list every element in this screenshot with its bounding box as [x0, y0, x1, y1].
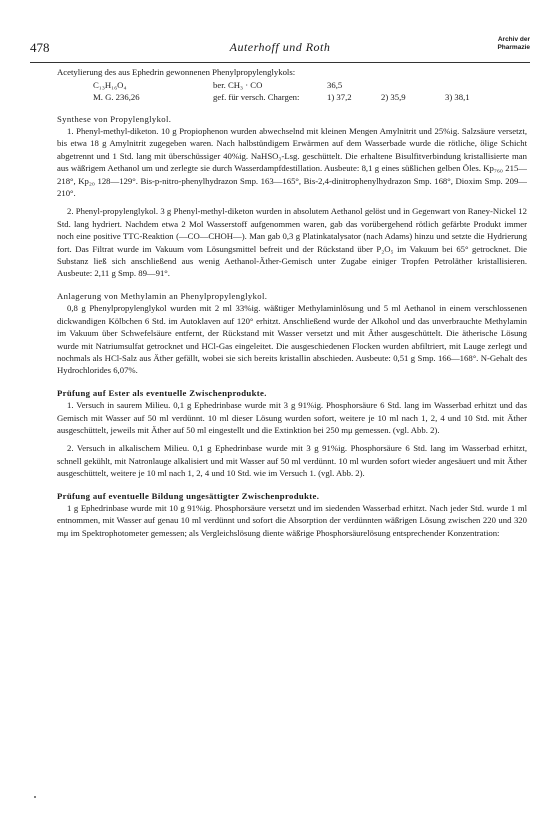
page-number: 478 [30, 40, 50, 55]
acetylation-row-calculated [93, 79, 527, 91]
section-heading-unsaturated: Prüfung auf eventuelle Bildung ungesättigter Zwischenprodukte. [57, 490, 320, 501]
molecular-weight: M. G. 236,26 [93, 92, 140, 102]
formula: C₁₃H₁₆O₄ [93, 80, 127, 91]
header-rule [30, 62, 530, 63]
paragraph-diketone: 1. Phenyl-methyl-diketon. 10 g Propiophenon wurden abwechselnd mit kleinen Mengen Amylnitrit und 25%ig. Salzsäure versetzt, bis etwa 18 g Amylnitrit zugegeben waren. Nach halbstündigem Erwärmen auf dem Wasserbade wurde die rötliche, ölige Schicht abgetrennt und 1 Std. lang mit überschüssiger 40%ig. NaHSO₃-Lsg. geschüttelt. Die erhaltene Bisulfitverbindung kristallisierte man aus wäßrigem Aethanol um und zerlegte sie durch Wasserdampfdestillation. Ausbeute: 8,1 g eines süßlichen gelben Öles. Kp₇₆₀ 215—218°, Kp₂₀ 128—129°. Bis-p-nitro-phenylhydrazon Smp. 163—165°, Bis-2,4-dinitrophenylhydrazon Smp. 168°, Dioxim Smp. 209—210°. [57, 126, 527, 199]
section-heading-ester: Prüfung auf Ester als eventuelle Zwischenprodukte. [57, 387, 267, 398]
section-heading-methylamine: Anlagerung von Methylamin an Phenylpropylenglykol. [57, 290, 268, 301]
empty-cell [445, 79, 505, 91]
calc-value: 36,5 [327, 80, 343, 91]
found-value-2: 2) 35,9 [381, 92, 406, 102]
journal-name-line1: Archiv der [497, 36, 530, 43]
article-body [57, 66, 527, 539]
acetylation-intro: Acetylierung des aus Ephedrin gewonnenen Phenylpropylenglykols: [57, 67, 296, 77]
paragraph-methylamine: 0,8 g Phenylpropylenglykol wurden mit 2 ml 33%ig. wäßtiger Methylaminlösung und 5 ml Aethanol in einem verschlossenen dickwandigen Kölbchen 6 Std. im Autoklaven auf 120° erhitzt. Anschließend wurde der Alkohol und das unverbrauchte Methylamin im Vakuum über Schwefelsäure entfernt, der Rückstand mit Wasser versetzt und mit Äther ausgeschüttelt. Die ätherische Lösung wurde mit Natriumsulfat getrocknet und HCl-Gas eingeleitet. Die ausgeschiedenen Flocken wurden abfiltriert, mit Lauge zerlegt und nochmals als HCl-Salz aus Äther gefällt, wobei sie sich bereits kristallin abschieden. Ausbeute: 0,51 g Smp. 166—168°. N-Gehalt des Hydrochlorides 6,07%. [57, 303, 527, 376]
acetylation-row-found [93, 91, 527, 103]
empty-cell [381, 79, 445, 91]
found-value-1: 1) 37,2 [327, 92, 352, 102]
journal-name-line2: Pharmazie [497, 44, 530, 51]
journal-name [497, 36, 530, 52]
acetylation-table [93, 79, 527, 102]
found-value-3: 3) 38,1 [445, 92, 470, 102]
calc-label: ber. CH₃ · CO [213, 80, 263, 91]
found-label: gef. für versch. Chargen: [213, 92, 300, 102]
page-header [30, 36, 530, 62]
paragraph-alkaline-test: 2. Versuch in alkalischem Milieu. 0,1 g Ephedrinbase wurde mit 3 g 91%ig. Phosphorsäure 6 Std. lang im Wasserbad erhitzt, schnell gekühlt, mit Natronlauge alkalisiert und mit Wasser auf 50 ml verdünnt. 10 ml wurden sofort wieder angesäuert und mit Äther ausgeschüttelt, weitere je 10 ml nach 1, 2, 4 und 10 Std. wie im Versuch 1. (vgl. Abb. 2). [57, 443, 527, 479]
paragraph-acid-test: 1. Versuch in saurem Milieu. 0,1 g Ephedrinbase wurde mit 3 g 91%ig. Phosphorsäure 6 Std. lang im Wasserbad erhitzt und das Gemisch mit Wasser auf 50 ml verdünnt. 10 ml dieser Lösung wurden sofort, weitere je 10 ml nach 1, 2, 4 und 10 Std. mit Äther ausgeschüttelt, jeweils mit Äther auf 50 ml eingestellt und die Extinktion bei 250 mμ gemessen. (vgl. Abb. 2). [57, 400, 527, 435]
margin-dot [34, 796, 36, 798]
running-title: Auterhoff und Roth [229, 40, 331, 54]
paragraph-unsaturated: 1 g Ephedrinbase wurde mit 10 g 91%ig. Phosphorsäure versetzt und im siedenden Wasserbad erhitzt. Nach jeder Std. wurde 1 ml entnommen, mit Wasser auf genau 10 ml verdünnt und sofort die Absorption der verdünnten wäßrigen Lösung zwischen 220 und 320 mμ im Spektrophotometer gemessen; als Vergleichslösung diente wäßrige Phosphorsäurelösung entsprechender Konzentration: [57, 502, 527, 538]
paragraph-glycol: 2. Phenyl-propylenglykol. 3 g Phenyl-methyl-diketon wurden in absolutem Aethanol gelöst und in Gegenwart von Raney-Nickel 12 Std. lang hydriert. Nachdem etwa 2 Mol Wasserstoff aufgenommen waren, gab das vorübergehend rötlich gefärbte Produkt immer noch eine positive TTC-Reaktion (—CO—CHOH—). Man gab 0,3 g Platinkatalysator (nach Adams) hinzu und setzte die Hydrierung fort. Das Filtrat wurde im Vakuum vom Lösungsmittel befreit und der Rückstand über P₂O₅ im Vakuum bei 65° getrocknet. Die Substanz ließ sich anschließend aus wenig Aethanol-Äther-Gemisch unter Zugabe einiger Tropfen Petroläther kristallisieren. Ausbeute: 2,11 g Smp. 89—91°. [57, 206, 527, 279]
section-heading-synthesis: Synthese von Propylenglykol. [57, 113, 172, 124]
